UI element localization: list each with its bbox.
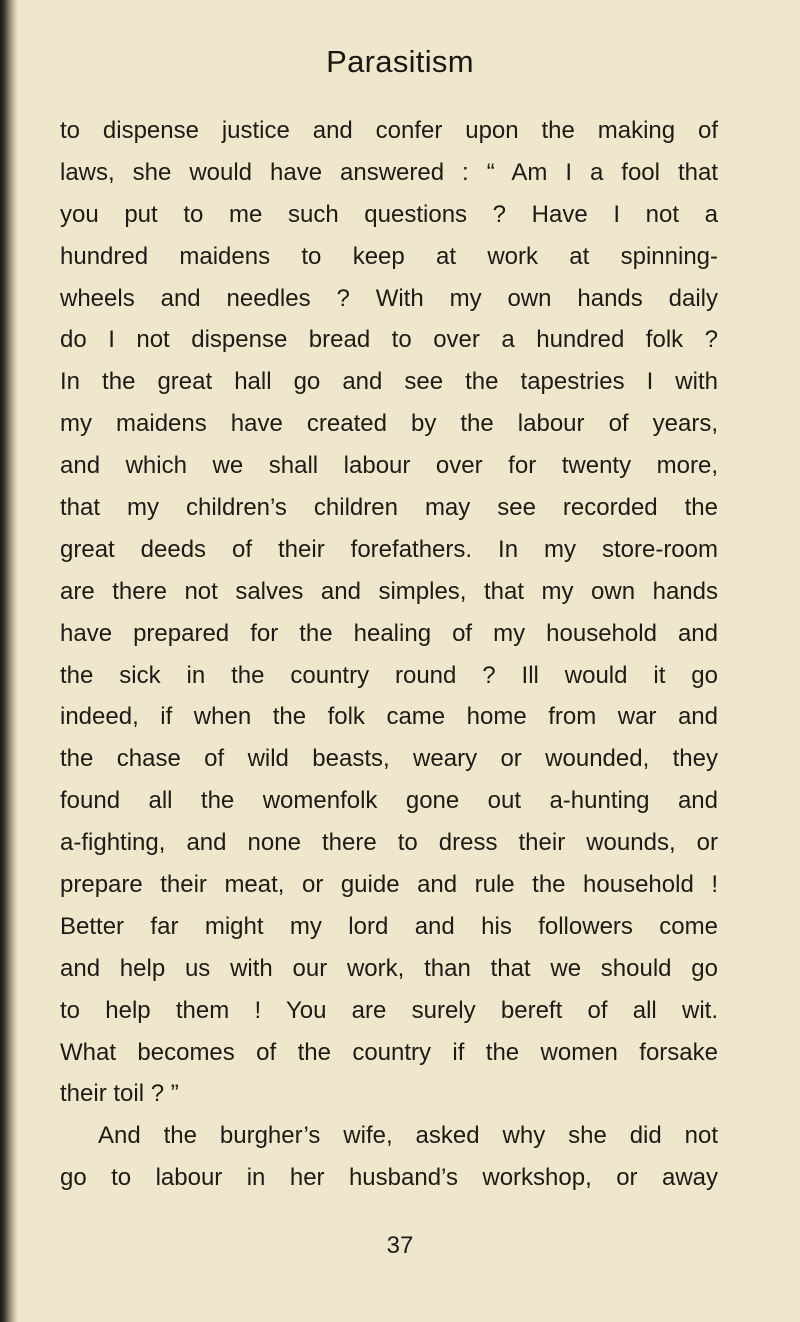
text-line: indeed, if when the folk came home from war and bbox=[60, 703, 718, 731]
text-line: to help them ! You are surely bereft of all wit. bbox=[60, 996, 718, 1024]
text-line: that my children’s children may see recorded the bbox=[60, 494, 718, 522]
text-line: have prepared for the healing of my household and bbox=[60, 619, 718, 647]
text-line: laws, she would have answered : “ Am I a fool that bbox=[60, 158, 718, 186]
text-line: hundred maidens to keep at work at spinning- bbox=[60, 242, 718, 270]
page-number: 37 bbox=[386, 1232, 414, 1259]
text-line: What becomes of the country if the women forsake bbox=[60, 1038, 718, 1066]
text-line: wheels and needles ? With my own hands daily bbox=[60, 284, 718, 312]
text-line: great deeds of their forefathers. In my store-room bbox=[60, 535, 718, 563]
text-line-paragraph-start: And the burgher’s wife, asked why she did not bbox=[98, 1122, 718, 1150]
running-head: Parasitism bbox=[326, 44, 474, 79]
text-line: do I not dispense bread to over a hundred folk ? bbox=[60, 326, 718, 354]
text-line: to dispense justice and confer upon the making of bbox=[60, 117, 718, 144]
text-line: you put to me such questions ? Have I not a bbox=[60, 200, 718, 228]
text-line: In the great hall go and see the tapestries I with bbox=[60, 368, 718, 396]
text-line: Better far might my lord and his followers come bbox=[60, 912, 718, 940]
text-line: go to labour in her husband’s workshop, or away bbox=[60, 1164, 718, 1192]
text-line: prepare their meat, or guide and rule the household ! bbox=[60, 871, 718, 899]
binding-shadow bbox=[0, 0, 18, 1322]
text-line: are there not salves and simples, that my own hands bbox=[60, 577, 718, 605]
text-line: a-fighting, and none there to dress their wounds, or bbox=[60, 829, 718, 857]
text-line: the chase of wild beasts, weary or wounded, they bbox=[60, 745, 718, 773]
text-line: and which we shall labour over for twenty more, bbox=[60, 452, 718, 480]
text-line: and help us with our work, than that we should go bbox=[60, 954, 718, 982]
text-line: my maidens have created by the labour of years, bbox=[60, 410, 718, 438]
text-line: found all the womenfolk gone out a-hunting and bbox=[60, 787, 718, 815]
text-line: the sick in the country round ? Ill would it go bbox=[60, 661, 718, 689]
text-line-paragraph-end: their toil ? ” bbox=[60, 1080, 179, 1108]
body-text bbox=[60, 110, 718, 1199]
